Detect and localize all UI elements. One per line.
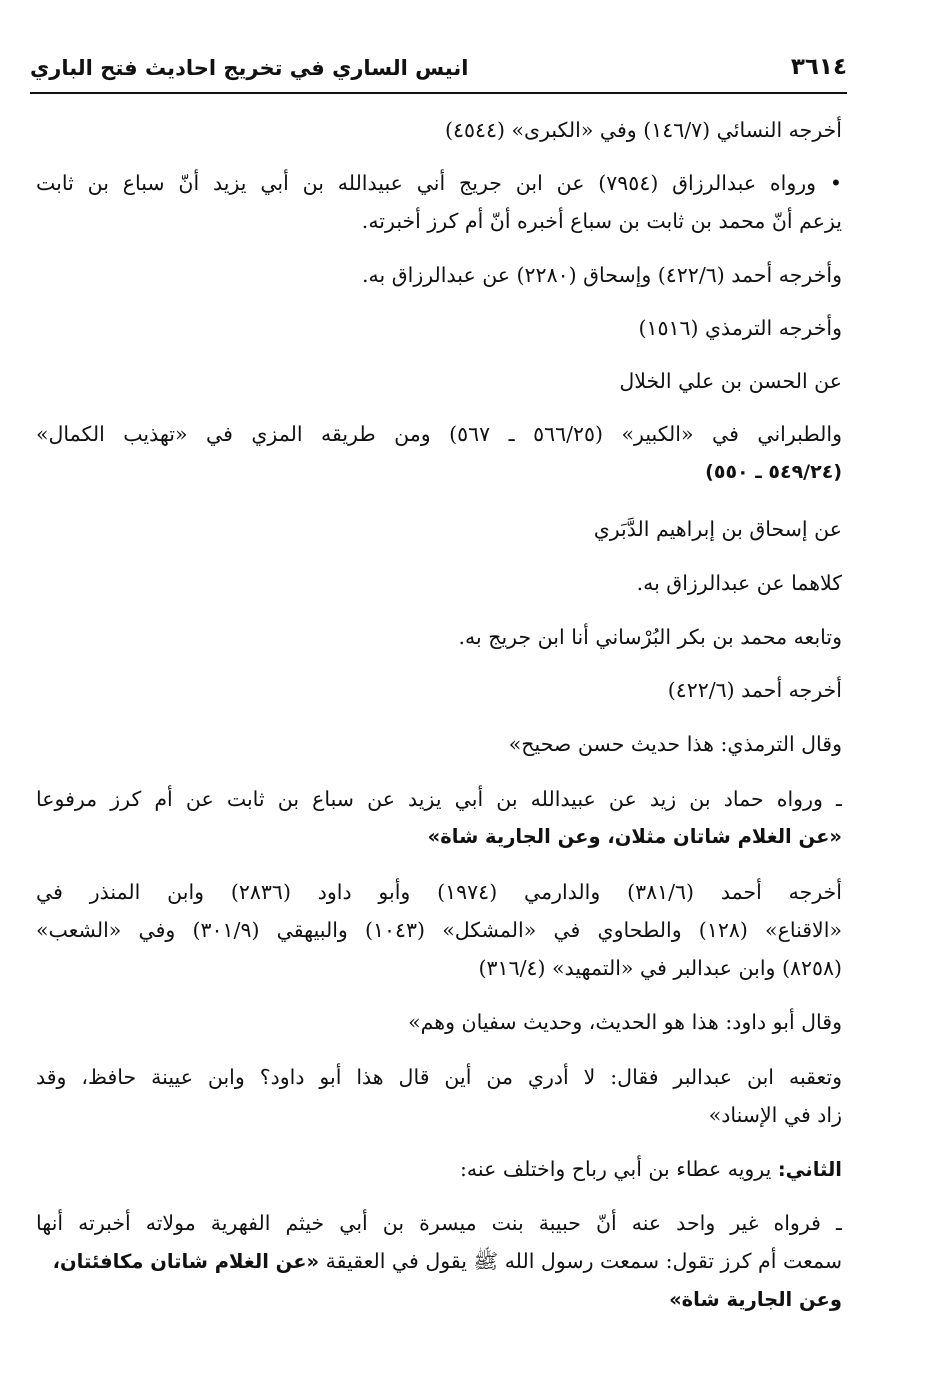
section-text: يرويه عطاء بن أبي رباح واختلف عنه:	[460, 1157, 772, 1181]
text-line: وتابعه محمد بن بكر البُرْساني أنا ابن جريج به.	[458, 625, 842, 649]
text-line	[36, 1246, 842, 1277]
text-line: «الاقناع» (١٢٨) والطحاوي في «المشكل» (١٠٤٣) والبيهقي (٣٠١/٩) وفي «الشعب»	[36, 918, 842, 942]
running-title: انيس الساري في تخريج احاديث فتح الباري	[30, 56, 469, 80]
text-line: • ورواه عبدالرزاق (٧٩٥٤) عن ابن جريج أني عبيدالله بن أبي يزيد أنّ سباع بن ثابت	[36, 171, 842, 195]
text-line	[36, 1154, 842, 1185]
section-label: الثاني:	[777, 1158, 842, 1181]
text-line: أخرجه النسائي (١٤٦/٧) وفي «الكبرى» (٤٥٤٤)	[444, 118, 842, 142]
text-line: وعن الجارية شاة»	[669, 1288, 842, 1311]
text-line: وتعقبه ابن عبدالبر فقال: لا أدري من أين قال هذا أبو داود؟ وابن عيينة حافظ، وقد	[36, 1065, 842, 1089]
page-number: ٣٦١٤	[790, 54, 847, 80]
text-line: وقال أبو داود: هذا هو الحديث، وحديث سفيان وهم»	[408, 1010, 842, 1034]
text-line: يزعم أنّ محمد بن ثابت بن سباع أخبره أنّ أم كرز أخبرته.	[361, 209, 842, 233]
text-line: أخرجه أحمد (٤٢٢/٦)	[667, 678, 842, 702]
header-divider	[30, 92, 847, 94]
text-line: ـ فرواه غير واحد عنه أنّ حبيبة بنت ميسرة بن أبي خيثم الفهرية مولاته أخبرته أنها	[36, 1211, 842, 1235]
text-line: وأخرجه الترمذي (١٥١٦)	[638, 316, 842, 340]
text-line: عن إسحاق بن إبراهيم الدَّبَري	[593, 517, 842, 541]
text-line: ـ ورواه حماد بن زيد عن عبيدالله بن أبي يزيد عن سباع بن ثابت عن أم كرز مرفوعا	[36, 787, 842, 811]
text-line: (٥٤٩/٢٤ ـ ٥٥٠)	[705, 461, 842, 483]
text-line: «عن الغلام شاتان مثلان، وعن الجارية شاة»	[427, 825, 842, 848]
text-line: (٨٢٥٨) وابن عبدالبر في «التمهيد» (٣١٦/٤)	[478, 956, 842, 980]
text-segment: سمعت أم كرز تقول: سمعت رسول الله ﷺ يقول في العقيقة	[325, 1249, 842, 1273]
text-line: كلاهما عن عبدالرزاق به.	[636, 571, 842, 595]
text-line: عن الحسن بن علي الخلال	[619, 369, 842, 393]
text-line: وأخرجه أحمد (٤٢٢/٦) وإسحاق (٢٢٨٠) عن عبدالرزاق به.	[362, 263, 842, 287]
text-line: وقال الترمذي: هذا حديث حسن صحيح»	[508, 732, 842, 756]
text-line: والطبراني في «الكبير» (٥٦٦/٢٥ ـ ٥٦٧) ومن طريقه المزي في «تهذيب الكمال»	[36, 422, 842, 446]
text-line: زاد في الإسناد»	[708, 1103, 842, 1127]
hadith-quote: «عن الغلام شاتان مكافئتان،	[52, 1250, 320, 1273]
page-header	[30, 52, 847, 90]
text-line: أخرجه أحمد (٣٨١/٦) والدارمي (١٩٧٤) وأبو داود (٢٨٣٦) وابن المنذر في	[36, 880, 842, 904]
